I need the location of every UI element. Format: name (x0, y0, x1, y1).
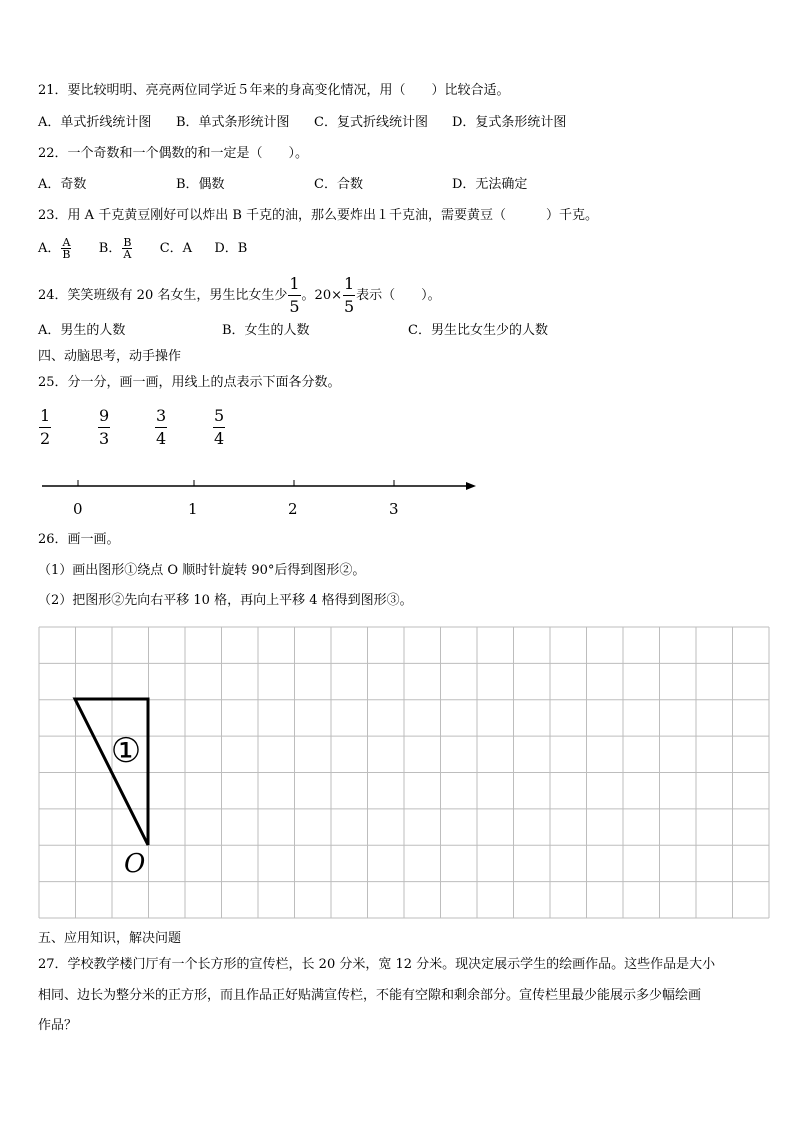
section-4-heading: 四、动脑思考，动手操作 (38, 349, 182, 364)
q26-sub2: （2）把图形②先向右平移 10 格，再向上平移 4 格得到图形③。 (38, 593, 413, 608)
fraction-denominator: B (62, 248, 71, 261)
q22-option-c: C．合数 (314, 177, 363, 192)
fraction-denominator: 4 (156, 429, 167, 448)
q27-line-2: 相同、边长为整分米的正方形，而且作品正好贴满宣传栏，不能有空隙和剩余部分。宣传栏里最少能展示多少幅绘画 (38, 988, 702, 1003)
fraction-denominator: 5 (343, 297, 355, 316)
tick-label-1: 1 (188, 500, 198, 518)
q27-line-1: 27．学校教学楼门厅有一个长方形的宣传栏，长 20 分米，宽 12 分米。现决定展示学生的绘画作品。这些作品是大小 (38, 957, 716, 972)
tick-label-3: 3 (389, 500, 399, 518)
q24-stem-part1: 24．笑笑班级有 20 名女生，男生比女生少 (38, 288, 288, 303)
fraction-denominator: 2 (40, 429, 51, 448)
q22-option-a: A．奇数 (38, 177, 87, 192)
fraction-numerator: 1 (39, 408, 51, 428)
q23-option-b-label: B． (98, 241, 122, 256)
fraction-numerator: B (123, 236, 132, 249)
q24-option-b: B．女生的人数 (222, 323, 310, 338)
fraction-denominator: 5 (289, 297, 300, 316)
q21-stem: 21．要比较明明、亮亮两位同学近５年来的身高变化情况，用（ ）比较合适。 (38, 83, 510, 98)
fraction-numerator: 1 (288, 276, 300, 296)
point-o-label: O (124, 849, 146, 879)
q24-stem (38, 276, 441, 315)
q24-stem-part2: 。20× (301, 288, 342, 303)
number-line[interactable] (0, 470, 794, 530)
q25-fraction-4 (212, 408, 226, 447)
q22-option-b: B．偶数 (176, 177, 225, 192)
q25-stem: 25．分一分，画一画，用线上的点表示下面各分数。 (38, 375, 341, 390)
q22-option-d: D．无法确定 (452, 177, 528, 192)
q26-stem: 26．画一画。 (38, 532, 120, 547)
q21-option-d: D．复式条形统计图 (452, 115, 567, 130)
shape-1-label: ① (110, 731, 142, 771)
q23-stem-part1: 23．用 A 千克黄豆刚好可以炸出 B 千克的油，那么要炸出１千克油，需要黄豆（ (38, 208, 507, 223)
tick-label-2: 2 (288, 500, 298, 518)
fraction-numerator: 5 (213, 408, 225, 428)
q27-line-3: 作品？ (38, 1018, 78, 1033)
q23-stem (38, 207, 598, 225)
fraction-numerator: 1 (343, 276, 355, 296)
q26-sub1: （1）画出图形①绕点 O 顺时针旋转 90°后得到图形②。 (38, 563, 366, 578)
q23-stem-part2: ）千克。 (546, 208, 599, 223)
fraction-numerator: 3 (155, 408, 167, 428)
q23-option-d: D．B (214, 241, 248, 256)
q24-fraction-2 (343, 276, 355, 315)
q25-fraction-1 (38, 408, 52, 447)
q21-option-a: A．单式折线统计图 (38, 115, 152, 130)
q23-option-a-fraction (61, 237, 71, 260)
q25-fraction-2 (97, 408, 111, 447)
q24-option-a: A．男生的人数 (38, 323, 126, 338)
q23-option-c: C．A (159, 241, 193, 256)
q25-fraction-3 (154, 408, 168, 447)
fraction-denominator: A (123, 248, 132, 261)
section-5-heading: 五、应用知识，解决问题 (38, 931, 182, 946)
fraction-denominator: 4 (214, 429, 225, 448)
q24-fraction-1 (288, 276, 300, 315)
q23-option-b-fraction (122, 237, 132, 260)
q23-option-a-label: A． (38, 241, 61, 256)
drawing-grid[interactable] (38, 626, 770, 919)
q21-option-c: C．复式折线统计图 (314, 115, 428, 130)
tick-label-0: 0 (73, 500, 83, 518)
q23-options (38, 237, 247, 260)
fraction-denominator: 3 (99, 429, 110, 448)
arrow-right-icon (466, 482, 476, 490)
q24-stem-part3: 表示（ ）。 (356, 288, 441, 303)
fraction-numerator: 9 (98, 408, 110, 428)
fraction-numerator: A (62, 236, 71, 249)
q24-option-c: C．男生比女生少的人数 (408, 323, 548, 338)
q21-option-b: B．单式条形统计图 (176, 115, 290, 130)
q22-stem: 22．一个奇数和一个偶数的和一定是（ ）。 (38, 146, 309, 161)
